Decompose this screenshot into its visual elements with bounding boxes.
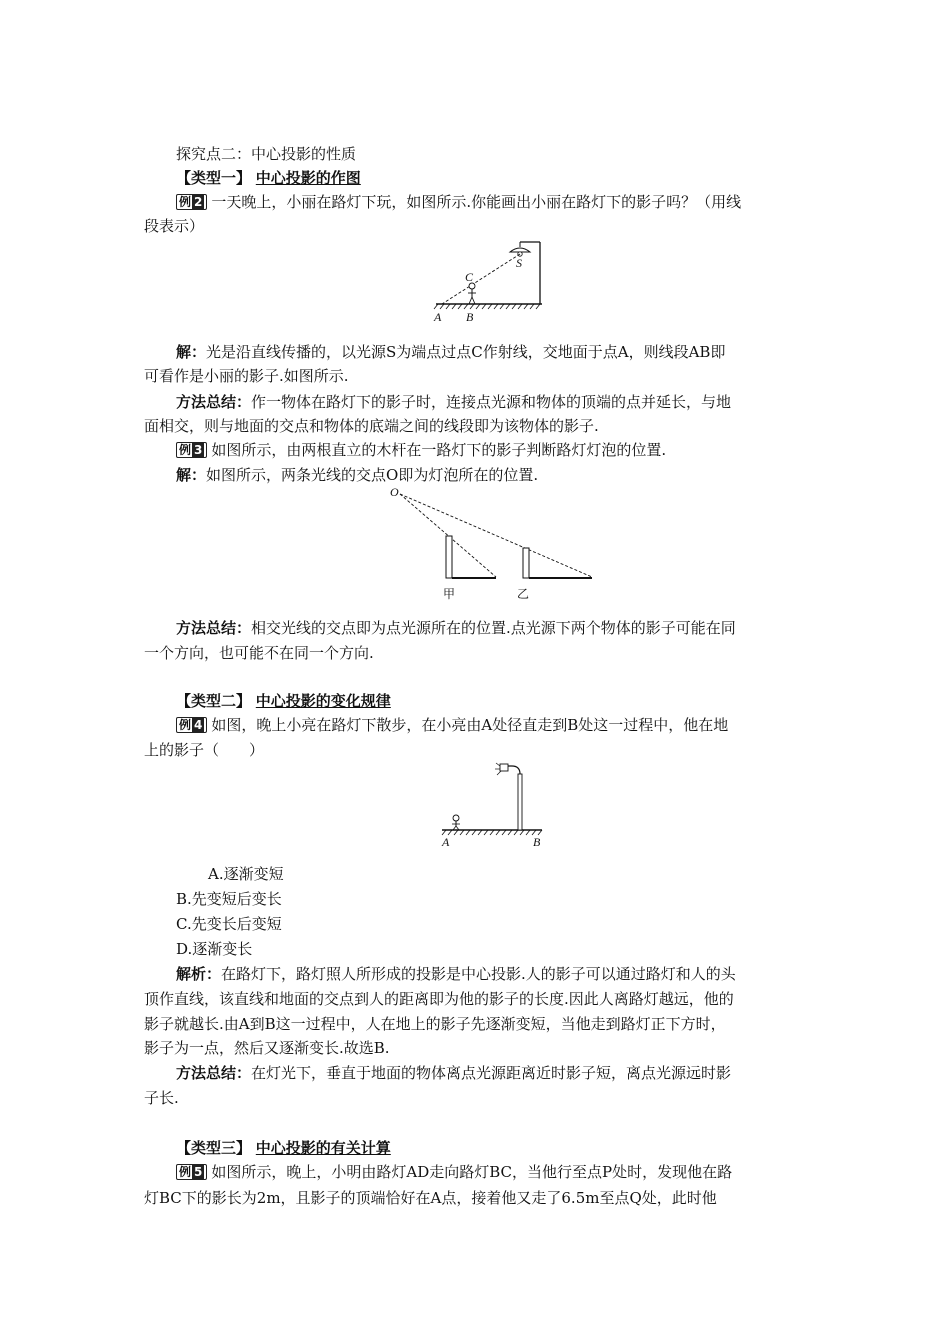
example-4-badge: 例 4 (176, 717, 207, 733)
example-4-method-cont: 子长. (144, 1089, 179, 1107)
example-4-analysis: 解析：在路灯下，路灯照人所形成的投影是中心投影.人的影子可以通过路灯和人的头 (176, 965, 736, 983)
option-b: B.先变短后变长 (176, 890, 282, 908)
label-jia: 甲 (443, 587, 456, 601)
example-2-solution-cont: 可看作是小丽的影子.如图所示. (144, 367, 349, 385)
example-5-badge: 例 5 (176, 1164, 207, 1180)
label-o: O (390, 485, 399, 499)
example-3-badge: 例 3 (176, 442, 207, 458)
example-5-question: 例 5 如图所示，晚上，小明由路灯AD走向路灯BC，当他行至点P处时，发现他在路 (176, 1160, 840, 1184)
example-2-solution: 解：光是沿直线传播的，以光源S为端点过点C作射线，交地面于点A，则线段AB即 (176, 343, 726, 361)
figure-streetlight-one (430, 236, 550, 324)
type-one-title: 中心投影的作图 (255, 169, 361, 187)
type-one-heading (176, 166, 840, 190)
example-2-badge: 例 2 (176, 194, 207, 210)
example-5-question-cont: 灯BC下的影长为2m，且影子的顶端恰好在A点，接着他又走了6.5m至点Q处，此时他 (144, 1189, 717, 1207)
option-a: A.逐渐变短 (208, 865, 284, 883)
figure-streetlight-two (436, 758, 556, 850)
example-4-analysis-2: 顶作直线，该直线和地面的交点到人的距离即为他的影子的长度.因此人离路灯越远，他的 (144, 990, 734, 1008)
example-3-method-cont: 一个方向，也可能不在同一个方向. (144, 644, 374, 662)
example-3-solution: 解：如图所示，两条光线的交点O即为灯泡所在的位置. (176, 466, 539, 484)
example-3-method: 方法总结：相交光线的交点即为点光源所在的位置.点光源下两个物体的影子可能在同 (176, 619, 736, 637)
type-one-bracket: 【类型一】 (176, 169, 252, 187)
option-d: D.逐渐变长 (176, 940, 253, 958)
example-4-analysis-3: 影子就越长.由A到B这一过程中，人在地上的影子先逐渐变短，当他走到路灯正下方时， (144, 1015, 726, 1033)
label-yi: 乙 (517, 587, 530, 601)
example-4-question-cont: 上的影子（ ） (144, 741, 265, 759)
label-a: A (442, 835, 450, 849)
example-4-analysis-4: 影子为一点，然后又逐渐变长.故选B. (144, 1039, 390, 1057)
label-b: B (533, 835, 541, 849)
example-2-question: 例 2 一天晚上，小丽在路灯下玩，如图所示.你能画出小丽在路灯下的影子吗？（用线 (176, 190, 840, 214)
label-b: B (466, 310, 474, 324)
label-a: A (434, 310, 442, 324)
label-c: C (465, 270, 474, 284)
section-title: 探究点二：中心投影的性质 (176, 145, 357, 163)
label-s: S (516, 256, 522, 270)
example-3-question: 例 3 如图所示，由两根直立的木杆在一路灯下的影子判断路灯灯泡的位置. (176, 438, 840, 462)
example-4-question: 例 4 如图，晚上小亮在路灯下散步，在小亮由A处径直走到B处这一过程中，他在地 (176, 713, 840, 737)
example-4-method: 方法总结：在灯光下，垂直于地面的物体离点光源距离近时影子短，离点光源远时影 (176, 1064, 732, 1082)
example-2-question-cont: 段表示） (144, 217, 205, 235)
example-2-method-cont: 面相交，则与地面的交点和物体的底端之间的线段即为该物体的影子. (144, 417, 599, 435)
figure-two-poles (380, 484, 610, 604)
type-two-heading: 【类型二】 中心投影的变化规律 (176, 692, 391, 710)
example-2-method: 方法总结：作一物体在路灯下的影子时，连接点光源和物体的顶端的点并延长，与地 (176, 393, 732, 411)
type-three-heading: 【类型三】 中心投影的有关计算 (176, 1139, 391, 1157)
option-c: C.先变长后变短 (176, 915, 282, 933)
